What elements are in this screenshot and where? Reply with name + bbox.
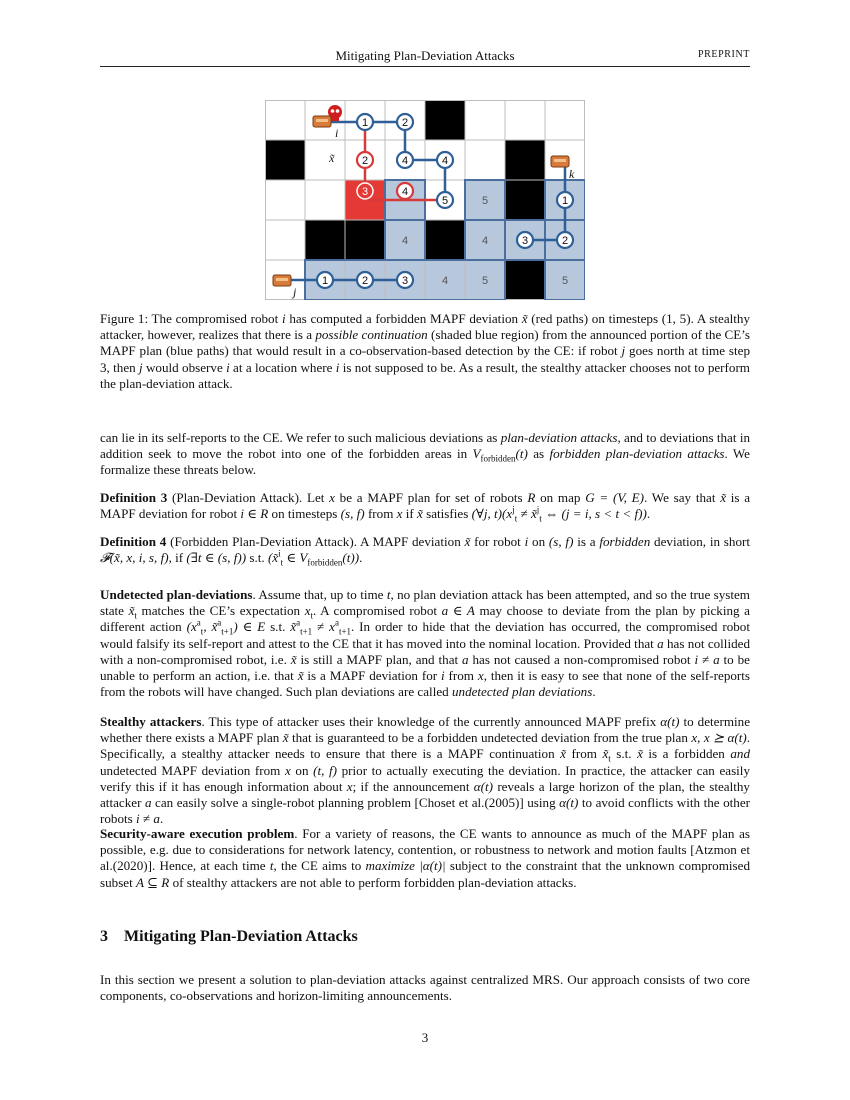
node-label: 5 xyxy=(441,195,449,207)
math: x, x ⪰ α(t) xyxy=(691,730,747,746)
math: x xyxy=(477,668,484,684)
node-label: 3 xyxy=(521,235,529,247)
math: x̃ xyxy=(720,490,726,505)
caption-math: j xyxy=(621,343,626,359)
math-sub: t xyxy=(280,557,284,568)
math: i ≠ a xyxy=(694,651,720,667)
math: (t) xyxy=(515,446,528,462)
page-number: 3 xyxy=(421,1030,429,1045)
math-sub: t xyxy=(310,610,314,621)
math-sub: forbidden xyxy=(307,557,343,568)
shade-label: 4 xyxy=(401,235,409,247)
node-label: 3 xyxy=(401,275,409,287)
text: be a MAPF plan for set of robots xyxy=(334,490,528,505)
text: A MAPF deviation xyxy=(356,534,465,549)
text: , the CE aims to xyxy=(273,858,366,874)
text: subject to the constraint that the unknown compromised subset xyxy=(100,858,750,890)
math: (∃t ∈ (s, f)) xyxy=(186,550,247,566)
emphasis: forbidden plan-deviation attacks xyxy=(549,446,725,462)
math: i ≠ a xyxy=(136,811,160,827)
math: ) ∈ E xyxy=(233,619,266,635)
math-sub: t xyxy=(200,627,204,638)
math-sub: t+1 xyxy=(300,627,313,638)
caption-math: j xyxy=(139,359,143,375)
math: x xyxy=(346,778,353,794)
text: on xyxy=(528,534,549,549)
robot-i-icon xyxy=(313,116,331,127)
node-label: 1 xyxy=(361,117,369,129)
paragraph-label: Security-aware execution problem xyxy=(100,826,295,841)
math: ≠ x xyxy=(312,619,335,635)
text: ; if the announcement xyxy=(352,778,474,794)
text: , if xyxy=(168,550,187,566)
text: to avoid conflicts with the other robots xyxy=(100,795,750,827)
text: can lie in its self-reports to the CE. We refer to such malicious deviations as xyxy=(100,430,501,445)
text: may choose to deviate from the plan by picking a different action xyxy=(100,603,750,635)
math: R xyxy=(527,490,536,505)
math: i xyxy=(524,534,529,549)
text: is a xyxy=(573,534,600,549)
text: prior to actually executing the deviation. In practice, the attacker can easily verify this if it has enough information about xyxy=(100,762,750,794)
math: x̃ xyxy=(290,619,297,635)
text: to determine whether there exists a MAPF plan xyxy=(100,714,751,746)
paragraph-label: Stealthy attackers xyxy=(100,714,202,729)
math: x̃ xyxy=(297,668,304,684)
running-head xyxy=(100,48,750,67)
text: . A compromised robot xyxy=(313,603,442,619)
math: ⇔ (j = i, s < t < f)) xyxy=(541,506,647,522)
definition-label: Definition 3 xyxy=(100,490,168,505)
text: . xyxy=(159,811,164,827)
math: V xyxy=(472,446,481,462)
text: has not collided with a non-compromised robot, i.e. xyxy=(100,635,750,667)
math: ∈ V xyxy=(283,550,308,566)
math: (s, f) xyxy=(548,534,574,549)
caption-math: (1, 5) xyxy=(661,311,691,326)
text: is a MAPF deviation for robot xyxy=(100,490,751,522)
node-label: 2 xyxy=(361,275,369,287)
math: x̃ xyxy=(464,534,471,549)
math: i ∈ R xyxy=(240,506,269,522)
math: x xyxy=(329,490,335,505)
stealthy-paragraph xyxy=(100,714,750,827)
emphasis: forbidden xyxy=(599,534,651,549)
text: s.t. xyxy=(265,619,291,635)
caption-math: i xyxy=(226,359,230,375)
text: , no plan deviation attack has been attempted, and so the true system state xyxy=(100,587,750,619)
node-label: 2 xyxy=(401,117,409,129)
math: (x xyxy=(186,619,197,635)
text: is a forbidden xyxy=(642,746,731,762)
section-paragraph: In this section we present a solution to plan-deviation attacks against centralized MRS. Our approach consists of two core components, co-observations and horizon-limiting announcements. xyxy=(100,972,750,1004)
emphasis: undetected plan deviations xyxy=(451,684,593,700)
text: . xyxy=(359,550,363,566)
text: from xyxy=(444,668,478,684)
math: x̃ xyxy=(637,746,643,762)
text: , then it is easy to see that none of the self-reports from the robots will have changed. Such plan deviations are called xyxy=(100,668,751,700)
text: . xyxy=(592,684,596,700)
text: . We formalize these threats below. xyxy=(100,446,750,478)
math: ≠ x̃ xyxy=(517,506,537,522)
text: undetected MAPF deviation from xyxy=(100,762,285,778)
section-title: Mitigating Plan-Deviation Attacks xyxy=(124,928,358,945)
caption-text: has computed a forbidden MAPF deviation xyxy=(285,311,522,326)
label-robot-i: i xyxy=(335,126,339,140)
node-label: 2 xyxy=(561,235,569,247)
text: deviation, in short xyxy=(650,534,750,549)
math: a xyxy=(657,635,664,651)
math-sup: j xyxy=(536,504,540,515)
caption-text: is not supposed to be. As a result, the stealthy attacker chooses not to perform the plan-deviation attack. xyxy=(100,359,750,391)
figure-caption xyxy=(100,311,750,392)
node-label: 2 xyxy=(361,155,369,167)
text: . For a variety of reasons, the CE wants to announce as much of the MAPF plan as possible, e.g. due to considerations for network latency, contention, or robustness to network and motion faults [Atzmon et al.(2020)]. Hence, at each time xyxy=(100,826,750,874)
emphasis: plan-deviation attacks xyxy=(500,430,618,445)
node-label: 4 xyxy=(401,186,409,198)
math-sub: t+1 xyxy=(221,627,234,638)
shade-label: 4 xyxy=(481,235,489,247)
caption-text: (red paths) on timesteps xyxy=(527,311,662,326)
caption-text: would observe xyxy=(142,359,227,375)
text: Let xyxy=(302,490,330,505)
math: x̃ xyxy=(560,746,566,762)
text: on xyxy=(290,762,314,778)
text: that is guaranteed to be a forbidden undetected deviation from the true plan xyxy=(288,730,692,746)
definition-label: Definition 4 xyxy=(100,534,167,549)
text: . xyxy=(646,506,651,522)
undetected-paragraph xyxy=(100,587,750,700)
text: from xyxy=(364,506,397,522)
caption-math: i xyxy=(335,359,340,375)
paragraph-label: Undetected plan-deviations xyxy=(100,587,253,602)
math: (t)) xyxy=(342,550,360,566)
node-label: 4 xyxy=(401,155,409,167)
node-label: 4 xyxy=(441,155,449,167)
math: x̃ xyxy=(290,651,297,667)
text: for robot xyxy=(470,534,525,549)
text: from xyxy=(565,746,603,762)
shade-label: 4 xyxy=(441,275,449,287)
math: a xyxy=(462,651,469,667)
math-sup: a xyxy=(217,618,222,629)
math-sup: a xyxy=(196,618,201,629)
node-label: 3 xyxy=(361,186,369,198)
robot-j-icon xyxy=(273,275,291,286)
math-sup: j xyxy=(512,504,515,515)
definition-4 xyxy=(100,534,750,566)
node-label: 1 xyxy=(561,195,569,207)
text: has not caused a non-compromised robot xyxy=(468,651,695,667)
text: can easily solve a single-robot planning problem [Choset et al.(2005)] using xyxy=(151,795,560,811)
section-heading xyxy=(100,928,358,946)
text: s.t. xyxy=(610,746,638,762)
text: . Specifically, a stealthy attacker needs to ensure that there is a MAPF continuation xyxy=(100,730,750,762)
text: is a MAPF deviation for xyxy=(303,668,442,684)
text: if xyxy=(402,506,418,522)
math: x̃ xyxy=(602,746,609,762)
math: 𝓕(x̃, x, i, s, f) xyxy=(100,550,169,566)
math-sub: t xyxy=(608,754,611,765)
shade-label: 5 xyxy=(481,195,489,207)
text: reveals a large horizon of the plan, the stealthy attacker xyxy=(100,778,750,811)
math: (t, f) xyxy=(313,762,337,778)
math-sub: t xyxy=(539,513,542,524)
math: x̃ xyxy=(417,506,423,522)
math: x̃ xyxy=(128,603,135,619)
shade-label: 5 xyxy=(561,275,569,287)
math-sup: a xyxy=(296,618,301,629)
math: t xyxy=(269,858,274,874)
emphasis: and xyxy=(730,746,750,762)
definition-name: (Plan-Deviation Attack). xyxy=(167,490,303,505)
math: x̃ xyxy=(282,730,289,746)
caption-text: (shaded blue region) from the announced portion of the CE’s MAPF plan (blue paths) that would result in a co-observation-based detection by the CE: if robot xyxy=(100,327,751,359)
text: of stealthy attackers are not able to perform forbidden plan-deviation attacks. xyxy=(169,874,577,890)
label-robot-k: k xyxy=(569,167,575,181)
mapf-grid-figure xyxy=(265,100,585,300)
math: α(t) xyxy=(473,778,494,794)
math-sub: t+1 xyxy=(338,627,352,638)
math: α(t) xyxy=(559,795,579,811)
text: to be unable to perform an action, i.e. that xyxy=(100,651,750,684)
text: s.t. xyxy=(246,550,268,566)
caption-text: . A stealthy attacker, however, realizes that there is a xyxy=(100,311,751,343)
text: . This type of attacker uses their knowledge of the currently announced MAPF prefix xyxy=(201,714,661,729)
text: as xyxy=(527,446,550,462)
label-x-tilde: x̃ xyxy=(329,151,335,165)
running-title: Mitigating Plan-Deviation Attacks xyxy=(335,48,515,63)
math: (s, f) xyxy=(340,506,365,522)
math: x xyxy=(284,762,291,778)
math: , x̃ xyxy=(203,619,218,635)
text: on map xyxy=(535,490,586,505)
node-label: 1 xyxy=(321,275,329,287)
caption-emphasis: possible continuation xyxy=(315,327,428,343)
math: x xyxy=(396,506,403,522)
text: . In order to hide that the deviation has occurred, the compromised robot would falsify its self-report and attest to the CE that it has moved into the nominal location. Provided that xyxy=(100,619,750,651)
definition-3 xyxy=(100,490,750,522)
math: (x̃ xyxy=(267,550,279,566)
math: t xyxy=(386,587,391,602)
section-number: 3 xyxy=(100,928,108,945)
math: α(t) xyxy=(660,714,680,729)
math: G = (V, E) xyxy=(585,490,645,505)
math-sup: i xyxy=(278,548,281,559)
text: matches the CE’s expectation xyxy=(136,603,305,619)
math: |α(t)| xyxy=(419,858,446,874)
caption-text: at a location where xyxy=(229,359,336,375)
text: is still a MAPF plan, and that xyxy=(296,651,463,667)
security-paragraph xyxy=(100,826,750,891)
caption-text: goes north at time step 3, then xyxy=(100,343,750,375)
intro-paragraph xyxy=(100,430,750,479)
math: x xyxy=(304,603,311,619)
math-sub: forbidden xyxy=(480,453,516,464)
math-sup: a xyxy=(334,618,339,629)
math: A ⊆ R xyxy=(136,874,170,890)
preprint-tag: PREPRINT xyxy=(697,49,750,60)
label-robot-j: j xyxy=(293,285,297,299)
math: a xyxy=(144,795,152,811)
math-sub: t xyxy=(514,513,518,524)
robot-k-icon xyxy=(551,156,569,167)
caption-math: i xyxy=(281,311,286,326)
text: , and to deviations that in addition seek to move the robot into one of the forbidden areas in xyxy=(100,430,751,462)
text: . We say that xyxy=(644,490,721,505)
text: on timesteps xyxy=(268,506,341,522)
caption-math: x̃ xyxy=(521,311,528,326)
math: (∀j, t)(x xyxy=(471,506,513,522)
text: . Assume that, up to time xyxy=(252,587,387,602)
math: a ∈ A xyxy=(441,603,475,619)
caption-lead: Figure 1: The compromised robot xyxy=(100,311,279,326)
shade-label: 5 xyxy=(481,275,489,287)
math: i xyxy=(441,668,445,684)
emphasis: maximize xyxy=(365,858,415,874)
text: satisfies xyxy=(422,506,472,522)
math-sub: t xyxy=(134,610,137,621)
definition-name: (Forbidden Plan-Deviation Attack). xyxy=(166,534,357,549)
